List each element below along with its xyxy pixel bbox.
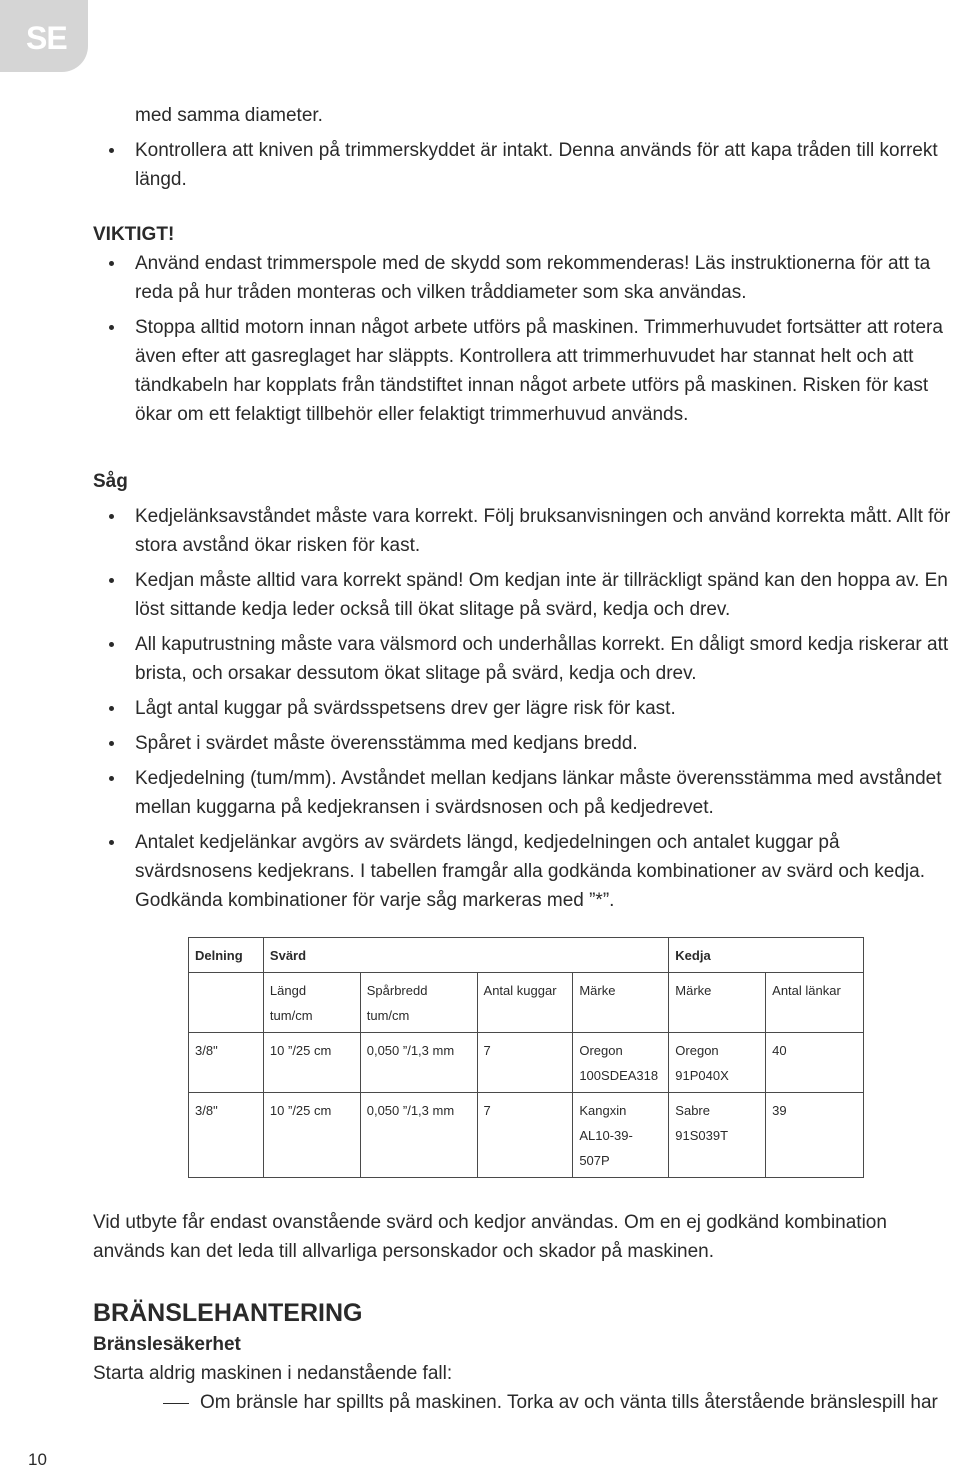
list-item: Kedjelänksavståndet måste vara korrekt. Följ bruksanvisningen och använd korrekta mått. Allt för stora avstånd ökar risken för kast. (93, 502, 959, 560)
fuel-safety-subtitle: Bränslesäkerhet (93, 1334, 241, 1355)
subheader-langd: Längd tum/cm (263, 973, 360, 1033)
table-cell: Oregon 100SDEA318 (573, 1033, 669, 1093)
list-item: Använd endast trimmerspole med de skydd som rekommenderas! Läs instruktionerna för att ta reda på hur tråden monteras och vilken tråddiameter som ska användas. (93, 249, 959, 307)
list-item: Lågt antal kuggar på svärdsspetsens drev ger lägre risk för kast. (93, 694, 959, 723)
list-item: Stoppa alltid motorn innan något arbete utförs på maskinen. Trimmerhuvudet fortsätter att rotera även efter att gasreglaget har släppts. Kontrollera att trimmerhuvudet har stannat helt och att tändkabeln har kopplats från tändstiftet innan något arbete utförs på maskinen. Risken för kast ökar om ett felaktigt tillbehör eller felaktigt trimmerhuvud används. (93, 313, 959, 429)
table-cell: 10 ”/25 cm (263, 1033, 360, 1093)
table-cell: 3/8" (189, 1033, 264, 1093)
table-cell: 7 (477, 1033, 573, 1093)
header-kedja: Kedja (669, 938, 864, 973)
table-cell: Sabre 91S039T (669, 1093, 766, 1178)
table-cell: 39 (766, 1093, 864, 1178)
bar-chain-table (188, 937, 864, 1178)
subheader-marke-svard: Märke (573, 973, 669, 1033)
list-item: Kontrollera att kniven på trimmerskyddet är intakt. Denna används för att kapa tråden till korrekt längd. (93, 136, 959, 194)
table-cell: 0,050 ”/1,3 mm (360, 1033, 477, 1093)
table-cell: 7 (477, 1093, 573, 1178)
table-cell: Kangxin AL10-39- 507P (573, 1093, 669, 1178)
replacement-note: Vid utbyte får endast ovanstående svärd och kedjor användas. Om en ej godkänd kombination används kan det leda till allvarliga personskador och skador på maskinen. (93, 1212, 887, 1262)
page-number: 10 (28, 1450, 47, 1469)
table-header-row (189, 938, 864, 973)
subheader-marke-kedja: Märke (669, 973, 766, 1033)
table-cell: 0,050 ”/1,3 mm (360, 1093, 477, 1178)
header-svard: Svärd (263, 938, 668, 973)
language-tab-label: SE (26, 20, 67, 56)
language-tab (0, 0, 88, 72)
table-cell: Oregon 91P040X (669, 1033, 766, 1093)
list-item: All kaputrustning måste vara välsmord och underhållas korrekt. En dåligt smord kedja riskerar att brista, och orsakar dessutom ökat slitage på svärd, kedja och drev. (93, 630, 959, 688)
list-item: Kedjedelning (tum/mm). Avståndet mellan kedjans länkar måste överensstämma med avståndet mellan kuggarna på kedjekransen i svärdsnosen och på kedjedrevet. (93, 764, 959, 822)
header-delning: Delning (189, 938, 264, 973)
page-content (93, 101, 959, 1417)
table-cell: 3/8" (189, 1093, 264, 1178)
section-title-saw: Såg (93, 471, 128, 492)
subheader-sparbredd: Spårbredd tum/cm (360, 973, 477, 1033)
subheader-antal-lankar: Antal länkar (766, 973, 864, 1033)
dash-list-item: Om bränsle har spillts på maskinen. Torka av och vänta tills återstående bränslespill har (93, 1388, 959, 1417)
table-cell: 40 (766, 1033, 864, 1093)
list-item: Spåret i svärdet måste överensstämma med kedjans bredd. (93, 729, 959, 758)
table-cell: 10 ”/25 cm (263, 1093, 360, 1178)
list-item: Kedjan måste alltid vara korrekt spänd! Om kedjan inte är tillräckligt spänd kan den hoppa av. En löst sittande kedja leder också till ökat slitage på svärd, kedja och drev. (93, 566, 959, 624)
table-row (189, 1093, 864, 1178)
fuel-intro: Starta aldrig maskinen i nedanstående fall: (93, 1363, 453, 1384)
subheader-antal-kuggar: Antal kuggar (477, 973, 573, 1033)
important-heading: VIKTIGT! (93, 224, 175, 245)
table-subheader-row (189, 973, 864, 1033)
continued-text: med samma diameter. (135, 105, 323, 126)
fuel-handling-title: BRÄNSLEHANTERING (93, 1299, 363, 1327)
table-row (189, 1033, 864, 1093)
table-cell (189, 973, 264, 1033)
list-item: Antalet kedjelänkar avgörs av svärdets längd, kedjedelningen och antalet kuggar på svärdsnosens kedjekrans. I tabellen framgår alla godkända kombinationer av svärd och kedja. Godkända kombinationer för varje såg markeras med ”*”. (93, 828, 959, 915)
